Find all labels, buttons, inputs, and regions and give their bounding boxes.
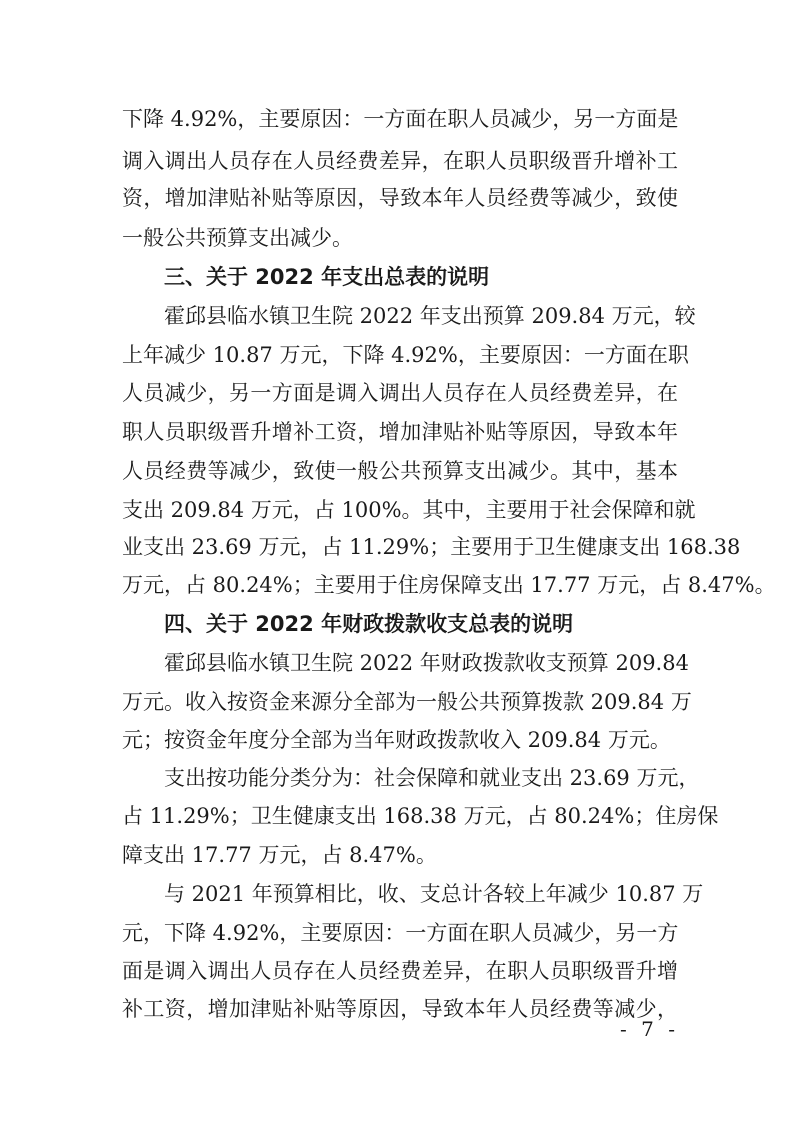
paragraph-line: 上年减少 10.87 万元，下降 4.92%，主要原因：一方面在职 <box>122 343 689 367</box>
paragraph-line: 业支出 23.69 万元，占 11.29%；主要用于卫生健康支出 168.38 <box>122 535 741 559</box>
section-heading-4: 四、关于 2022 年财政拨款收支总表的说明 <box>164 612 574 636</box>
paragraph-line: 元，下降 4.92%，主要原因：一方面在职人员减少，另一方 <box>122 921 679 945</box>
paragraph-line: 支出 209.84 万元，占 100%。其中，主要用于社会保障和就 <box>122 498 696 522</box>
paragraph-line: 资，增加津贴补贴等原因，导致本年人员经费等减少，致使 <box>122 186 678 210</box>
paragraph-line: 人员减少，另一方面是调入调出人员存在人员经费差异，在 <box>122 381 678 405</box>
paragraph-line: 人员经费等减少，致使一般公共预算支出减少。其中，基本 <box>122 459 678 483</box>
paragraph-line: 补工资，增加津贴补贴等原因，导致本年人员经费等减少， <box>122 997 678 1021</box>
paragraph-line: 一般公共预算支出减少。 <box>122 226 353 250</box>
paragraph-line: 职人员职级晋升增补工资，增加津贴补贴等原因，导致本年 <box>122 420 678 444</box>
paragraph-line: 万元。收入按资金来源分全部为一般公共预算拨款 209.84 万 <box>122 690 692 714</box>
paragraph-line: 障支出 17.77 万元，占 8.47%。 <box>122 843 437 867</box>
paragraph-line: 霍邱县临水镇卫生院 2022 年支出预算 209.84 万元，较 <box>164 304 696 328</box>
paragraph-line: 元；按资金年度分全部为当年财政拨款收入 209.84 万元。 <box>122 728 671 752</box>
paragraph-line: 调入调出人员存在人员经费差异，在职人员职级晋升增补工 <box>122 149 678 173</box>
paragraph-line: 万元，占 80.24%；主要用于住房保障支出 17.77 万元，占 8.47%。 <box>122 573 776 597</box>
section-heading-3: 三、关于 2022 年支出总表的说明 <box>164 265 490 289</box>
page-number: - 7 - <box>620 1017 679 1041</box>
paragraph-line: 面是调入调出人员存在人员经费差异，在职人员职级晋升增 <box>122 959 678 983</box>
paragraph-line: 霍邱县临水镇卫生院 2022 年财政拨款收支预算 209.84 <box>164 651 689 675</box>
paragraph-line: 下降 4.92%，主要原因：一方面在职人员减少，另一方面是 <box>122 107 679 131</box>
paragraph-line: 占 11.29%；卫生健康支出 168.38 万元，占 80.24%；住房保 <box>122 804 719 828</box>
paragraph-line: 与 2021 年预算相比，收、支总计各较上年减少 10.87 万 <box>164 882 704 906</box>
paragraph-line: 支出按功能分类分为：社会保障和就业支出 23.69 万元， <box>164 766 700 790</box>
